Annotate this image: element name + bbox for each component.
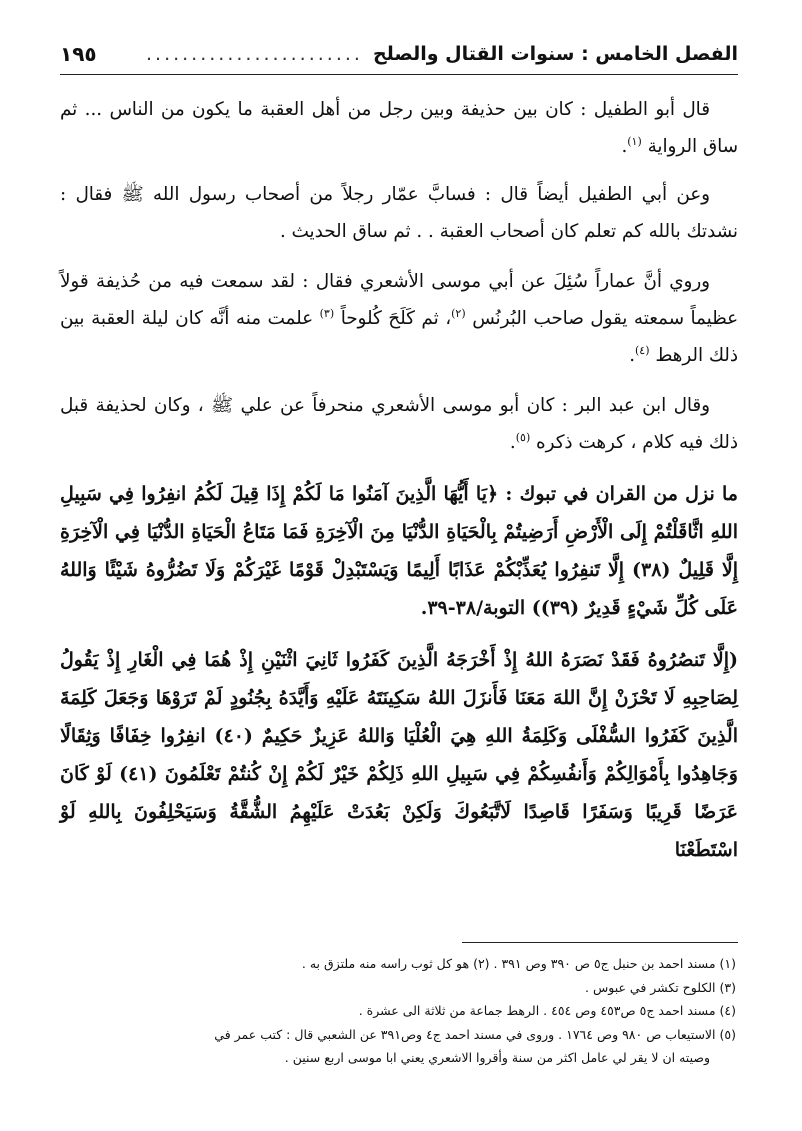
footnote-5: (٥) الاستيعاب ص ٩٨٠ وص ١٧٦٤ . وروى في مسند احمد ج٤ وص٣٩١ عن الشعبي قال : كتب عمر في xyxy=(214,1026,736,1042)
footnote-1-2: (١) مسند احمد بن حنبل ج٥ ص ٣٩٠ وص ٣٩١ . (٢) هو كل ثوب راسه منه ملتزق به . xyxy=(301,956,736,971)
footnotes xyxy=(62,952,736,1070)
footnote-ref-1: (١) xyxy=(627,134,642,148)
page-number: ١٩٥ xyxy=(60,42,97,66)
running-header xyxy=(60,34,738,75)
paragraph-ibn-abd-albar: وقال ابن عبد البر : كان أبو موسى الأشعري منحرفاً عن علي ﷺ ، وكان لحذيفة قبل ذلك فيه كلام ، كرهت ذكره $^{(٥)}$. xyxy=(60,395,738,453)
footnote-ref-2: (٢) xyxy=(451,306,466,320)
section-heading: ما نزل من القران في تبوك : xyxy=(505,483,738,506)
footnote-ref-3: (٣) xyxy=(319,306,335,320)
paragraph-ammar: وعن أبي الطفيل أيضاً قال : فسابَّ عمّار رجلاً من أصحاب رسول الله ﷺ فقال : نشدتك بالله كم تعلم كان أصحاب العقبة . . ثم ساق الحديث . xyxy=(60,184,738,242)
footnote-4: (٤) مسند احمد ج٥ ص٤٥٣ وص ٤٥٤ . الرهط جماعة من ثلاثة الى عشرة . xyxy=(358,1003,736,1018)
footnote-5-continued: وصيته ان لا يقر لي عامل اكثر من سنة وأقروا الاشعري يعني ابا موسى اربع سنين . xyxy=(284,1050,710,1065)
paragraph-abu-tufail: قال أبو الطفيل : كان بين حذيفة وبين رجل من أهل العقبة ما يكون من الناس ... ثم ساق الرواية $^{(١)}$. xyxy=(60,99,738,157)
footnote-3: (٣) الكلوح تكشر في عبوس . xyxy=(585,979,736,995)
footnote-ref-5: (٥) xyxy=(515,430,531,444)
paragraph-abu-musa: وروي أنَّ عماراً سُئِلَ عن أبي موسى الأشعري فقال : لقد سمعت فيه من حُذيفة قولاً عظيماً سمعته يقول صاحب البُرنُس $^{(٢)}$، ثم كَلَحَ كُلوحاً $^{(٣)}$ علمت منه أنَّه كان ليلة العقبة بين ذلك الرهط $^{(٤)}$. xyxy=(60,271,739,366)
chapter-title: الفصل الخامس : سنوات القتال والصلح xyxy=(372,43,738,65)
footnote-ref-4: (٤) xyxy=(635,343,650,357)
footnote-divider xyxy=(462,942,738,943)
main-text xyxy=(60,92,738,883)
quran-passage-2: (إِلَّا تَنصُرُوهُ فَقَدْ نَصَرَهُ اللهُ إِذْ أَخْرَجَهُ الَّذِينَ كَفَرُوا ثَانِيَ اثْنَيْنِ إِذْ هُمَا فِي الْغَارِ إِذْ يَقُولُ لِصَاحِبِهِ لَا تَحْزَنْ إِنَّ اللهَ مَعَنَا فَأَنزَلَ اللهُ سَكِينَتَهُ عَلَيْهِ وَأَيَّدَهُ بِجُنُودٍ لَمْ تَرَوْهَا وَجَعَلَ كَلِمَةَ الَّذِينَ كَفَرُوا السُّفْلَى وَكَلِمَةُ اللهِ هِيَ الْعُلْيَا وَاللهُ عَزِيزٌ حَكِيمٌ (٤٠) انفِرُوا خِفَافًا وَثِقَالًا وَجَاهِدُوا بِأَمْوَالِكُمْ وَأَنفُسِكُمْ فِي سَبِيلِ اللهِ ذَلِكُمْ خَيْرٌ لَكُمْ إِنْ كُنتُمْ تَعْلَمُونَ (٤١) لَوْ كَانَ عَرَضًا قَرِيبًا وَسَفَرًا قَاصِدًا لَاتَّبَعُوكَ وَلَكِنْ بَعُدَتْ عَلَيْهِمُ الشُّقَّةُ وَسَيَحْلِفُونَ بِاللهِ لَوْ اسْتَطَعْنَا xyxy=(60,649,738,862)
header-leader-dots: ........................ xyxy=(145,43,363,65)
quran-passage-1: ما نزل من القران في تبوك : ﴿يَا أَيُّهَا الَّذِينَ آمَنُوا مَا لَكُمْ إِذَا قِيلَ لَكُمُ انفِرُوا فِي سَبِيلِ اللهِ اثَّاقَلْتُمْ إِلَى الْأَرْضِ أَرَضِيتُمْ بِالْحَيَاةِ الدُّنْيَا مِنَ الْآخِرَةِ فَمَا مَتَاعُ الْحَيَاةِ الدُّنْيَا فِي الْآخِرَةِ إِلَّا قَلِيلٌ (٣٨) إِلَّا تَنفِرُوا يُعَذِّبْكُمْ عَذَابًا أَلِيمًا وَيَسْتَبْدِلْ قَوْمًا غَيْرَكُمْ وَلَا تَضُرُّوهُ شَيْئًا وَاللهُ عَلَى كُلِّ شَيْءٍ قَدِيرٌ (٣٩)) التوبة/٣٨-٣٩. xyxy=(60,483,738,620)
